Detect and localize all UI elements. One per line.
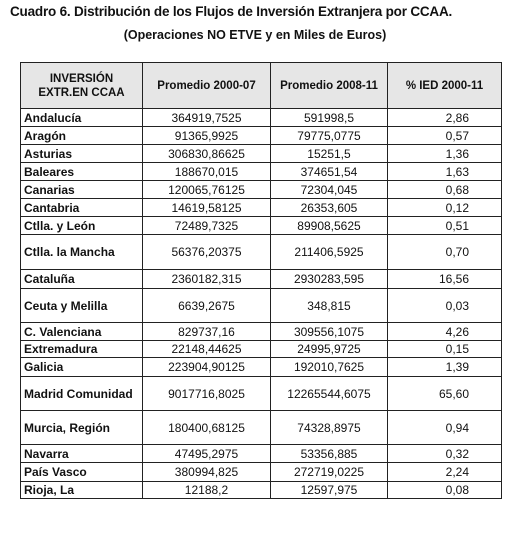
row-promedio-2008-11: 272719,0225 (271, 463, 388, 482)
row-promedio-2000-07: 56376,20375 (143, 235, 271, 270)
row-promedio-2008-11: 12265544,6075 (271, 377, 388, 411)
table-row (21, 270, 502, 289)
row-region-name: Cataluña (21, 270, 143, 289)
row-region-name: Galicia (21, 358, 143, 377)
row-region-name: Cantabria (21, 199, 143, 217)
row-promedio-2008-11: 53356,885 (271, 445, 388, 463)
row-promedio-2008-11: 89908,5625 (271, 217, 388, 235)
row-promedio-2000-07: 91365,9925 (143, 127, 271, 145)
row-promedio-2000-07: 364919,7525 (143, 109, 271, 127)
row-promedio-2008-11: 74328,8975 (271, 411, 388, 445)
row-ied-pct: 0,15 (388, 341, 502, 358)
row-promedio-2000-07: 380994,825 (143, 463, 271, 482)
row-region-name: Murcia, Región (21, 411, 143, 445)
row-promedio-2000-07: 2360182,315 (143, 270, 271, 289)
row-region-name: Baleares (21, 163, 143, 181)
row-region-name: Navarra (21, 445, 143, 463)
row-promedio-2008-11: 79775,0775 (271, 127, 388, 145)
row-ied-pct: 0,08 (388, 482, 502, 499)
row-promedio-2008-11: 2930283,595 (271, 270, 388, 289)
row-promedio-2008-11: 211406,5925 (271, 235, 388, 270)
table-row (21, 235, 502, 270)
row-promedio-2008-11: 348,815 (271, 289, 388, 323)
row-ied-pct: 2,24 (388, 463, 502, 482)
row-region-name: Ctlla. la Mancha (21, 235, 143, 270)
header-inversion: INVERSIÓN EXTR.EN CCAA (21, 63, 143, 109)
row-ied-pct: 0,94 (388, 411, 502, 445)
row-promedio-2008-11: 591998,5 (271, 109, 388, 127)
table-row (21, 109, 502, 127)
row-promedio-2000-07: 6639,2675 (143, 289, 271, 323)
row-ied-pct: 1,39 (388, 358, 502, 377)
header-promedio-2000-07: Promedio 2000-07 (143, 63, 271, 109)
row-ied-pct: 1,63 (388, 163, 502, 181)
table-row (21, 358, 502, 377)
table-row (21, 199, 502, 217)
table-row (21, 482, 502, 499)
row-ied-pct: 0,68 (388, 181, 502, 199)
table-row (21, 445, 502, 463)
table-row (21, 163, 502, 181)
row-ied-pct: 65,60 (388, 377, 502, 411)
row-region-name: Andalucía (21, 109, 143, 127)
row-promedio-2000-07: 72489,7325 (143, 217, 271, 235)
table-row (21, 411, 502, 445)
row-promedio-2000-07: 47495,2975 (143, 445, 271, 463)
row-promedio-2000-07: 22148,44625 (143, 341, 271, 358)
row-promedio-2008-11: 26353,605 (271, 199, 388, 217)
table-header-row (21, 63, 502, 109)
table-row (21, 323, 502, 341)
table-row (21, 145, 502, 163)
row-promedio-2008-11: 72304,045 (271, 181, 388, 199)
row-promedio-2008-11: 24995,9725 (271, 341, 388, 358)
row-region-name: Canarias (21, 181, 143, 199)
row-promedio-2000-07: 829737,16 (143, 323, 271, 341)
row-region-name: Ctlla. y León (21, 217, 143, 235)
row-promedio-2000-07: 14619,58125 (143, 199, 271, 217)
header-promedio-2008-11: Promedio 2008-11 (271, 63, 388, 109)
row-region-name: Asturias (21, 145, 143, 163)
row-ied-pct: 0,12 (388, 199, 502, 217)
row-region-name: Madrid Comunidad (21, 377, 143, 411)
row-ied-pct: 16,56 (388, 270, 502, 289)
row-promedio-2000-07: 120065,76125 (143, 181, 271, 199)
row-promedio-2008-11: 309556,1075 (271, 323, 388, 341)
table-row (21, 181, 502, 199)
row-ied-pct: 1,36 (388, 145, 502, 163)
row-promedio-2000-07: 180400,68125 (143, 411, 271, 445)
table-title: Cuadro 6. Distribución de los Flujos de Inversión Extranjera por CCAA. (10, 4, 453, 19)
row-promedio-2008-11: 192010,7625 (271, 358, 388, 377)
row-region-name: País Vasco (21, 463, 143, 482)
investment-table (20, 62, 502, 499)
table-row (21, 377, 502, 411)
row-promedio-2000-07: 12188,2 (143, 482, 271, 499)
row-promedio-2000-07: 306830,86625 (143, 145, 271, 163)
row-region-name: C. Valenciana (21, 323, 143, 341)
row-ied-pct: 0,03 (388, 289, 502, 323)
row-ied-pct: 0,32 (388, 445, 502, 463)
row-ied-pct: 0,57 (388, 127, 502, 145)
table-body (21, 109, 502, 499)
header-ied-pct: % IED 2000-11 (388, 63, 502, 109)
row-promedio-2008-11: 15251,5 (271, 145, 388, 163)
row-region-name: Rioja, La (21, 482, 143, 499)
row-promedio-2008-11: 374651,54 (271, 163, 388, 181)
table-row (21, 341, 502, 358)
table-subtitle: (Operaciones NO ETVE y en Miles de Euros) (123, 28, 387, 42)
table-row (21, 289, 502, 323)
row-region-name: Ceuta y Melilla (21, 289, 143, 323)
row-ied-pct: 2,86 (388, 109, 502, 127)
row-promedio-2000-07: 9017716,8025 (143, 377, 271, 411)
row-region-name: Extremadura (21, 341, 143, 358)
row-promedio-2000-07: 188670,015 (143, 163, 271, 181)
table-row (21, 463, 502, 482)
row-promedio-2000-07: 223904,90125 (143, 358, 271, 377)
row-region-name: Aragón (21, 127, 143, 145)
row-ied-pct: 0,70 (388, 235, 502, 270)
table-row (21, 127, 502, 145)
table-row (21, 217, 502, 235)
row-ied-pct: 4,26 (388, 323, 502, 341)
row-ied-pct: 0,51 (388, 217, 502, 235)
row-promedio-2008-11: 12597,975 (271, 482, 388, 499)
